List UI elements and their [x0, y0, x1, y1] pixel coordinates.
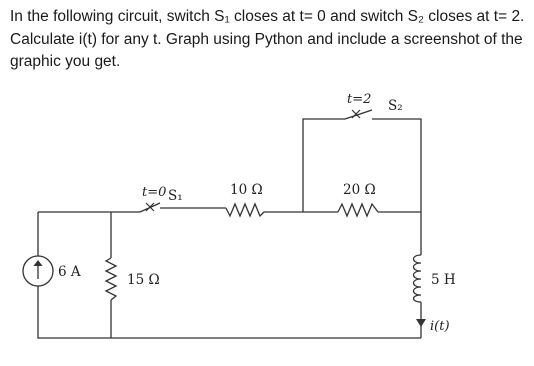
- question-line-3: graphic you get.: [10, 53, 121, 70]
- source-label: 6 A: [58, 264, 81, 280]
- s1-label: S₁: [168, 188, 183, 204]
- current-arrow-icon: [416, 319, 426, 327]
- left-wire: [38, 212, 421, 338]
- r15-label: 15 Ω: [127, 272, 160, 288]
- current-source: [23, 256, 53, 286]
- question-line-2: Calculate i(t) for any t. Graph using Python and include a screenshot of the: [10, 30, 523, 48]
- switch-s2: [345, 110, 372, 119]
- r10-label: 10 Ω: [230, 182, 263, 198]
- s2-label: S₂: [388, 98, 403, 114]
- inductor-label: 5 H: [431, 272, 456, 288]
- s1-time: t=0: [142, 185, 167, 200]
- inductor-5h: [414, 255, 422, 302]
- resistor-20: [338, 204, 378, 216]
- bypass-wire: [303, 119, 421, 212]
- switch-s1: [140, 203, 160, 212]
- resistor-15: [106, 258, 116, 300]
- current-label: i(t): [430, 319, 450, 334]
- resistor-10: [226, 204, 264, 216]
- question-line-1: In the following circuit, switch S₁ closes at t= 0 and switch S₂ closes at t= 2.: [10, 8, 525, 25]
- s2-time: t=2: [347, 92, 372, 107]
- r20-label: 20 Ω: [343, 182, 376, 198]
